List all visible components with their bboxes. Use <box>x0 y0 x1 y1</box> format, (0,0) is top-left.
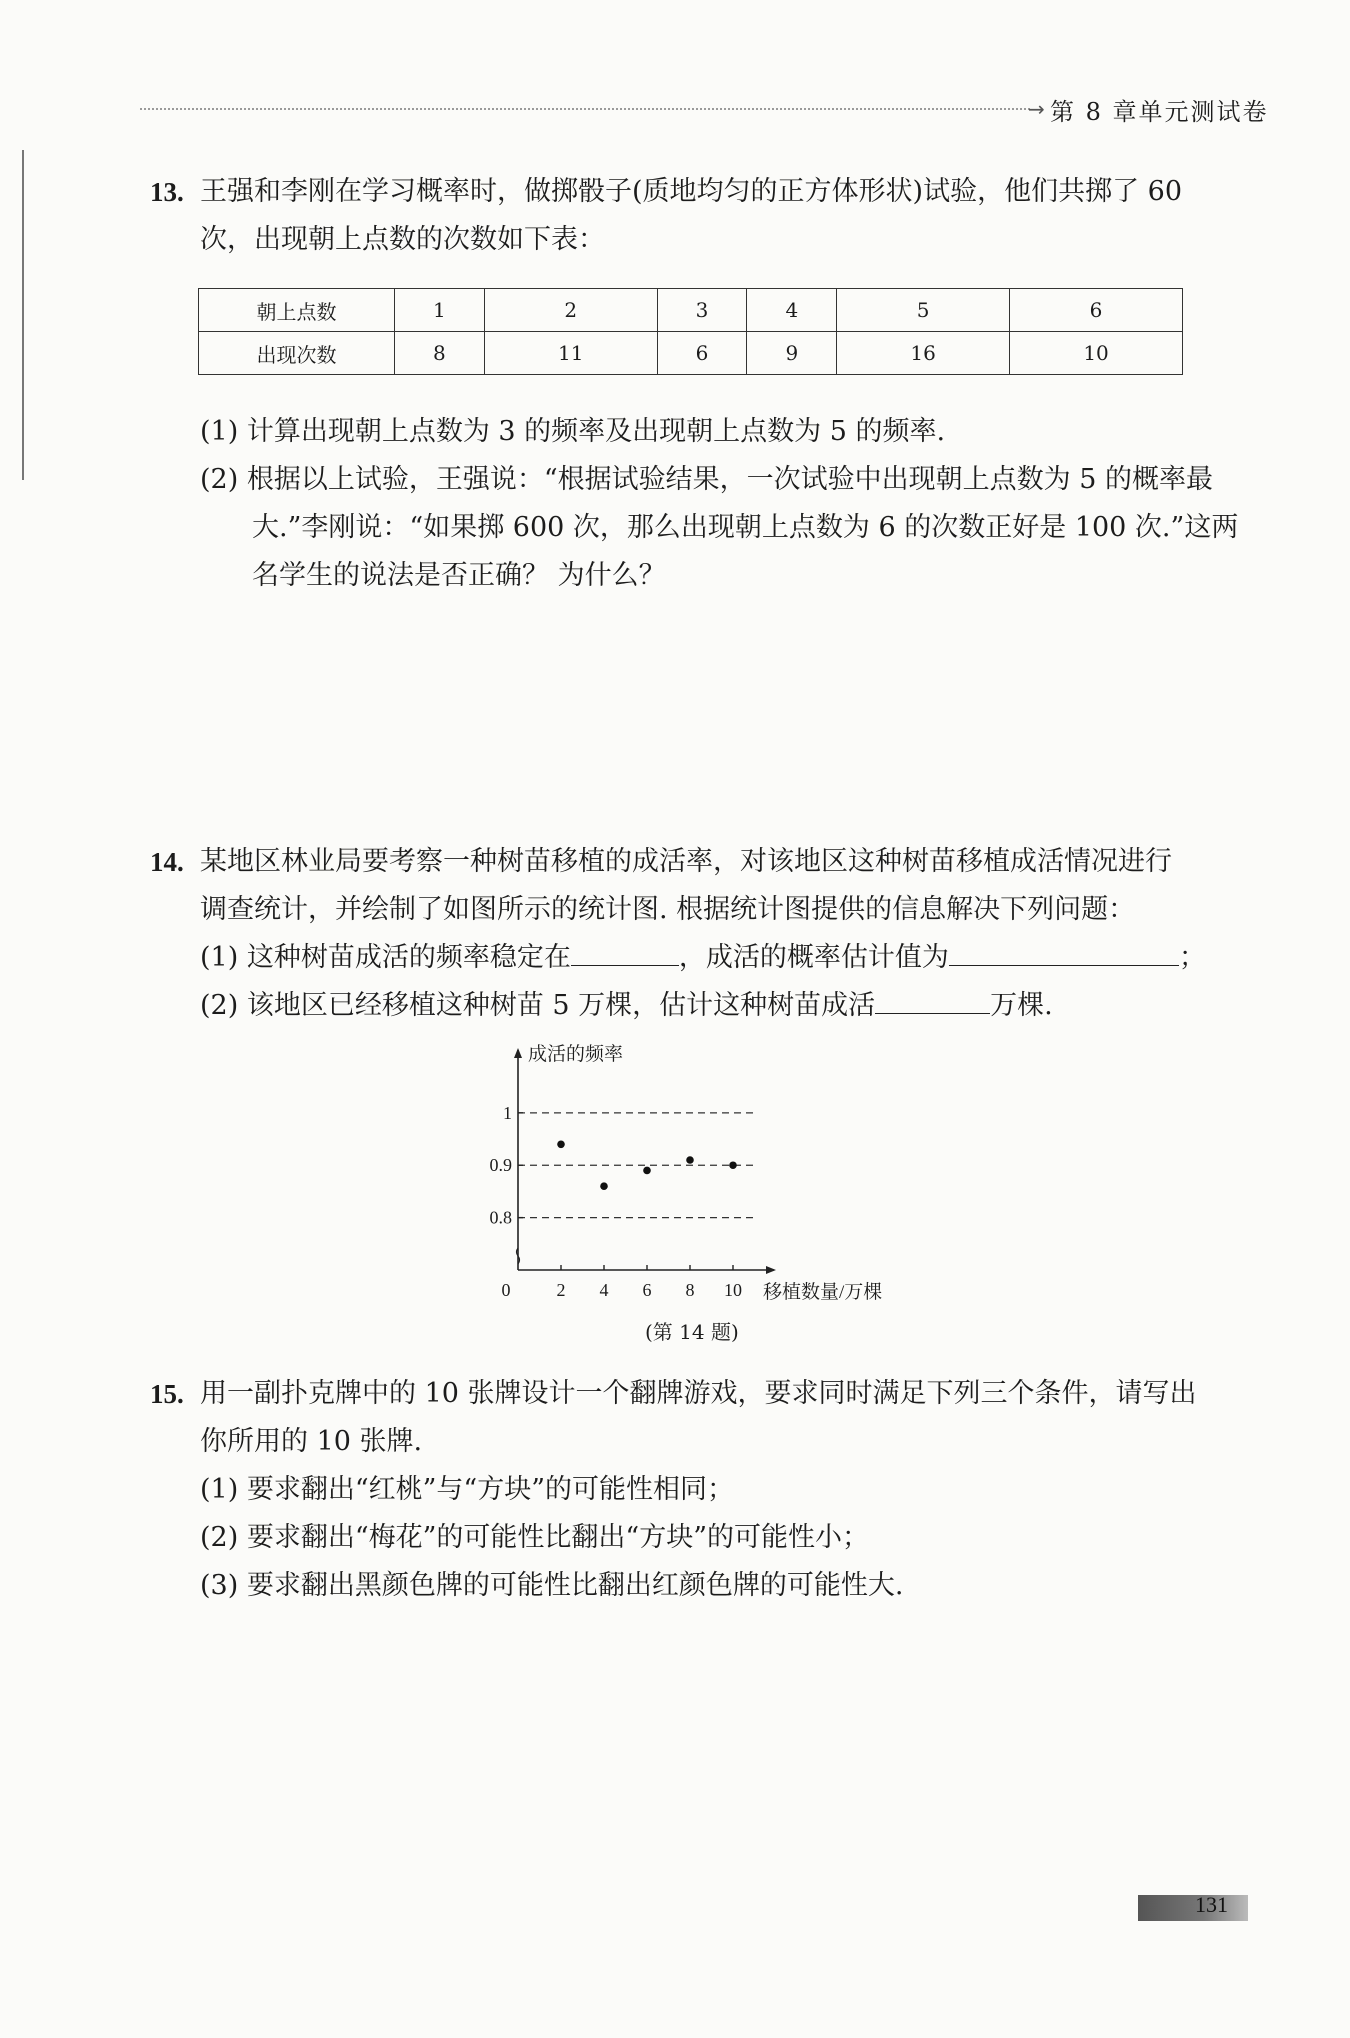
question-14-line-2: 调查统计，并绘制了如图所示的统计图. 根据统计图提供的信息解决下列问题： <box>200 894 1136 925</box>
question-15-line-1: 用一副扑克牌中的 10 张牌设计一个翻牌游戏，要求同时满足下列三个条件，请写出 <box>200 1378 1197 1409</box>
table-cell: 6 <box>657 332 747 375</box>
x-tick-label: 6 <box>642 1280 652 1300</box>
question-15-sub-1: (1) 要求翻出“红桃”与“方块”的可能性相同； <box>200 1474 735 1505</box>
question-14-sub-1 <box>200 934 1260 982</box>
table-cell: 11 <box>484 332 657 375</box>
question-14-sub-1-text-a: (1) 这种树苗成活的频率稳定在 <box>200 942 571 973</box>
question-14-line-1: 某地区林业局要考察一种树苗移植的成活率，对该地区这种树苗移植成活情况进行 <box>200 846 1172 877</box>
question-13-sub-1: (1) 计算出现朝上点数为 3 的频率及出现朝上点数为 5 的频率. <box>200 416 946 447</box>
answer-blank[interactable] <box>949 937 1179 966</box>
data-point <box>643 1167 651 1175</box>
table-cell: 6 <box>1010 289 1183 332</box>
question-14-sub-1-text-b: ，成活的概率估计值为 <box>678 942 949 973</box>
question-14-number: 14. <box>150 847 184 877</box>
table-cell: 5 <box>837 289 1010 332</box>
question-13-sub-2-line-1: (2) 根据以上试验，王强说：“根据试验结果，一次试验中出现朝上点数为 5 的概率最 <box>200 464 1213 495</box>
question-14-sub-2-text-b: 万棵. <box>990 990 1053 1021</box>
table-cell: 2 <box>484 289 657 332</box>
answer-blank[interactable] <box>875 985 990 1014</box>
question-14-sub-1-text-c: ； <box>1178 942 1206 973</box>
x-axis-arrow <box>766 1266 776 1274</box>
table-cell: 1 <box>395 289 485 332</box>
table-cell-header: 朝上点数 <box>199 289 395 332</box>
chapter-title: 第 8 章单元测试卷 <box>1050 98 1269 126</box>
page-number-bar <box>1138 1895 1248 1921</box>
y-tick-label: 0.8 <box>489 1207 512 1228</box>
page-number: 131 <box>1195 1892 1228 1917</box>
question-15-line-2: 你所用的 10 张牌. <box>200 1426 423 1457</box>
question-15-sub-3: (3) 要求翻出黑颜色牌的可能性比翻出红颜色牌的可能性大. <box>200 1570 904 1601</box>
table-cell: 3 <box>657 289 747 332</box>
question-14-sub-2-text-a: (2) 该地区已经移植这种树苗 5 万棵，估计这种树苗成活 <box>200 990 876 1021</box>
question-14-sub-2 <box>200 982 1260 1030</box>
x-axis-label: 移植数量/万棵 <box>763 1282 883 1303</box>
question-13-sub-2-line-3: 名学生的说法是否正确？ 为什么？ <box>252 560 666 591</box>
x-tick-label: 8 <box>685 1280 695 1300</box>
question-13-number: 13. <box>150 177 184 207</box>
question-13-line-2: 次，出现朝上点数的次数如下表： <box>200 224 605 255</box>
data-point <box>686 1156 694 1164</box>
y-axis-arrow <box>514 1048 522 1058</box>
x-tick-label: 0 <box>501 1280 511 1300</box>
x-tick-label: 4 <box>599 1280 609 1300</box>
question-15-number: 15. <box>150 1379 184 1409</box>
y-tick-label: 0.9 <box>489 1155 512 1176</box>
x-tick-label: 10 <box>724 1280 742 1300</box>
y-axis-label: 成活的频率 <box>528 1044 624 1065</box>
table-cell: 9 <box>747 332 837 375</box>
question-15-sub-2: (2) 要求翻出“梅花”的可能性比翻出“方块”的可能性小； <box>200 1522 870 1553</box>
table-cell: 16 <box>837 332 1010 375</box>
data-point <box>600 1182 608 1190</box>
binding-line <box>22 150 24 480</box>
table-cell: 4 <box>747 289 837 332</box>
question-13-sub-2-line-2: 大.”李刚说：“如果掷 600 次，那么出现朝上点数为 6 的次数正好是 100 次.”这两 <box>252 512 1239 543</box>
table-cell: 10 <box>1010 332 1183 375</box>
data-point <box>729 1161 737 1169</box>
y-tick-label: 1 <box>503 1102 512 1123</box>
header-rule <box>140 108 1030 110</box>
table-cell-header: 出现次数 <box>199 332 395 375</box>
data-point <box>557 1140 565 1148</box>
table-cell: 8 <box>395 332 485 375</box>
table-row <box>199 332 1183 375</box>
arrow-right-icon: → <box>1028 97 1045 121</box>
figure-caption: (第 14 题) <box>645 1320 739 1344</box>
answer-blank[interactable] <box>571 937 679 966</box>
dice-results-table <box>198 288 1183 375</box>
table-row <box>199 289 1183 332</box>
x-tick-label: 2 <box>556 1280 566 1300</box>
survival-frequency-chart <box>470 1030 920 1320</box>
question-13-line-1: 王强和李刚在学习概率时，做掷骰子(质地均匀的正方体形状)试验，他们共掷了 60 <box>200 176 1183 207</box>
